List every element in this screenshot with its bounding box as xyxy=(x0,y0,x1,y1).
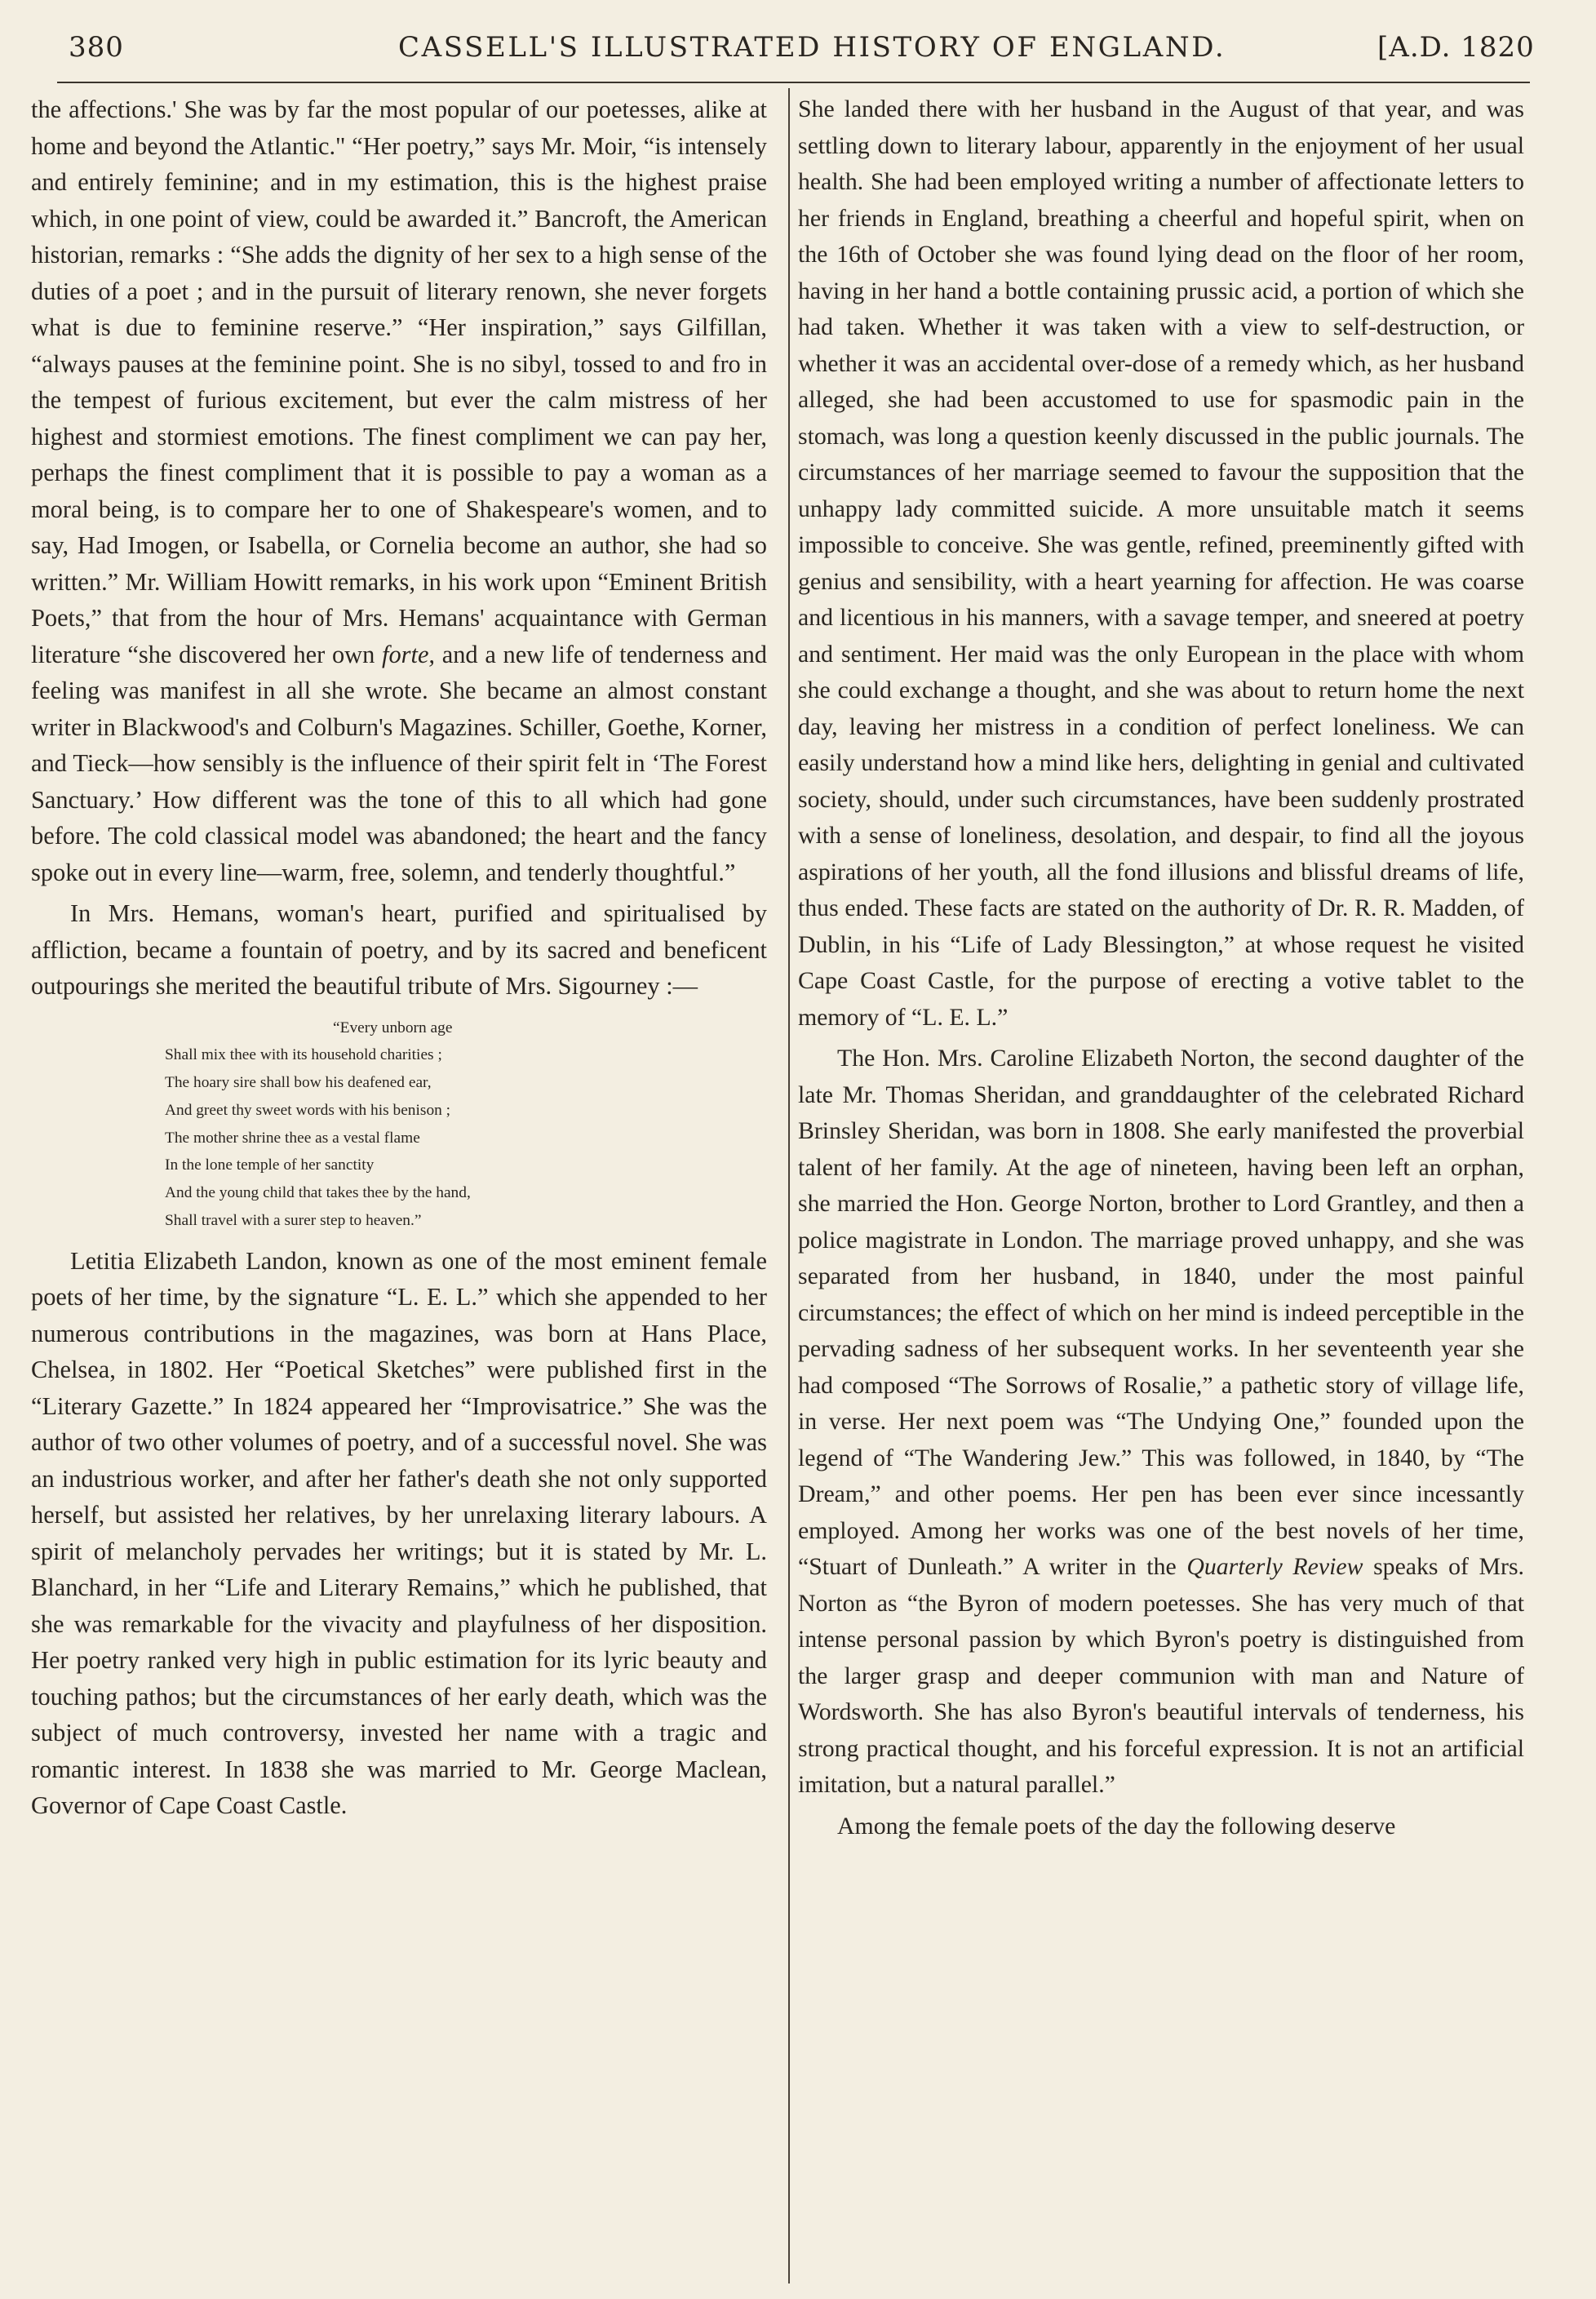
italic-text: forte, xyxy=(382,640,436,668)
poem-line: “Every unborn age xyxy=(333,1019,453,1036)
poem-line: Shall travel with a surer step to heaven.” xyxy=(165,1212,422,1230)
poem-line: And the young child that takes thee by the hand, xyxy=(165,1184,471,1202)
running-title: CASSELL'S ILLUSTRATED HISTORY OF ENGLAND. xyxy=(398,31,1226,64)
poem-line: Shall mix thee with its household charities ; xyxy=(165,1046,442,1064)
page-number: 380 xyxy=(69,31,124,64)
paragraph-text: and a new life of tenderness and feeling was manifest in all she wrote. She became an almost constant writer in Blackwood's and Colburn's Magazines. Schiller, Goethe, Korner, and Tieck—how sensibly is the influence of their spirit felt in ‘The Forest Sanctuary.’ How different was the tone of this to all which had gone before. The cold classical model was abandoned; the heart and the fancy spoke out in every line—warm, free, solemn, and tenderly thoughtful.” xyxy=(31,640,767,886)
paragraph-text: The Hon. Mrs. Caroline Elizabeth Norton, the second daughter of the late Mr. Thomas Sheridan, and granddaughter of the celebrated Richard Brinsley Sheridan, was born in 1808. She early manifested the proverbial talent of her family. At the age of nineteen, having been left an orphan, she married the Hon. George Norton, brother to Lord Grantley, and then a police magistrate in London. The marriage proved unhappy, and she was separated from her husband, in 1840, under the most painful circumstances; the effect of which on her mind is indeed perceptible in the pervading sadness of her subsequent works. In her seventeenth year she had composed “The Sorrows of Rosalie,” a pathetic story of village life, in verse. Her next poem was “The Undying One,” founded upon the legend of “The Wandering Jew.” This was followed, in 1840, by “The Dream,” and other poems. Her pen has been ever since incessantly employed. Among her works was one of the best novels of her time, “Stuart of Dunleath.” A writer in the xyxy=(798,1045,1524,1580)
italic-text: Quarterly Review xyxy=(1186,1553,1363,1580)
poem-line: The mother shrine thee as a vestal flame xyxy=(165,1129,420,1147)
poem-line: The hoary sire shall bow his deafened ear, xyxy=(165,1074,432,1092)
column-divider xyxy=(788,88,790,2283)
poem-line: In the lone temple of her sanctity xyxy=(165,1156,375,1174)
right-column xyxy=(798,91,1524,2287)
paragraph-text: speaks of Mrs. Norton as “the Byron of modern poetesses. She has very much of that intense personal passion by which Byron's poetry is distinguished from the larger grasp and deeper communion with man and Nature of Wordsworth. She has also Byron's beautiful intervals of tenderness, his strong practical thought, and his forceful expression. It is not an artificial imitation, but a natural parallel.” xyxy=(798,1553,1524,1798)
page-header xyxy=(0,0,1596,91)
paragraph: She landed there with her husband in the August of that year, and was settling down to literary labour, apparently in the enjoyment of her usual health. She had been employed writing a number of affectionate letters to her friends in England, breathing a cheerful and hopeful spirit, when on the 16th of October she was found lying dead on the floor of her room, having in her hand a bottle containing prussic acid, a portion of which she had taken. Whether it was taken with a view to self-destruction, or whether it was an accidental over-dose of a remedy which, as her husband alleged, she had been accustomed to use for spasmodic pain in the stomach, was long a question keenly discussed in the public journals. The circumstances of her marriage seemed to favour the supposition that the unhappy lady committed suicide. A more unsuitable match it seems impossible to conceive. She was gentle, refined, preeminently gifted with genius and sensibility, with a heart yearning for affection. He was coarse and licentious in his manners, with a savage temper, and sneered at poetry and sentiment. Her maid was the only European in the place with whom she could exchange a thought, and she was about to return home the next day, leaving her mistress in a condition of perfect loneliness. We can easily understand how a mind like hers, delighting in genial and cultivated society, should, under such circumstances, have been suddenly prostrated with a sense of loneliness, desolation, and despair, to find all the joyous aspirations of her youth, all the fond illusions and blissful dreams of life, thus ended. These facts are stated on the authority of Dr. R. R. Madden, of Dublin, in his “Life of Lady Blessington,” at whose request he visited Cape Coast Castle, for the purpose of erecting a votive tablet to the memory of “L. E. L.” xyxy=(798,95,1524,1031)
running-year: [A.D. 1820 xyxy=(1377,31,1535,64)
paragraph: Letitia Elizabeth Landon, known as one of the most eminent female poets of her time, by the signature “L. E. L.” which she appended to her numerous contributions in the magazines, was born at Hans Place, Chelsea, in 1802. Her “Poetical Sketches” were published first in the “Literary Gazette.” In 1824 appeared her “Improvisatrice.” She was the author of two other volumes of poetry, and of a successful novel. She was an industrious worker, and after her father's death she not only supported herself, but assisted her relatives, by her unrelaxing literary labours. A spirit of melancholy pervades her writings; but it is stated by Mr. L. Blanchard, in her “Life and Literary Remains,” which he published, that she was remarkable for the vivacity and playfulness of her disposition. Her poetry ranked very high in public estimation for its lyric beauty and touching pathos; but the circumstances of her early death, which was the subject of much controversy, invested her name with a tragic and romantic interest. In 1838 she was married to Mr. George Maclean, Governor of Cape Coast Castle. xyxy=(31,1246,767,1820)
paragraph xyxy=(31,91,767,890)
paragraph: Among the female poets of the day the following deserve xyxy=(837,1812,1396,1840)
header-rule xyxy=(57,82,1530,83)
poem-quote xyxy=(31,1014,767,1235)
poem-line: And greet thy sweet words with his benison ; xyxy=(165,1101,451,1119)
paragraph-text: the affections.' She was by far the most popular of our poetesses, alike at home and beyond the Atlantic." “Her poetry,” says Mr. Moir, “is intensely and entirely feminine; and in my estimation, this is the highest praise which, in one point of view, could be awarded it.” Bancroft, the American historian, remarks : “She adds the dignity of her sex to a high sense of the duties of a poet ; and in the pursuit of literary renown, she never forgets what is due to feminine reserve.” “Her inspiration,” says Gilfillan, “always pauses at the feminine point. She is no sibyl, tossed to and fro in the tempest of furious excitement, but ever the calm mistress of her highest and stormiest emotions. The finest compliment we can pay her, perhaps the finest compliment that it is possible to pay a woman as a moral being, is to compare her to one of Shakespeare's women, and to say, Had Imogen, or Isabella, or Cornelia become an author, she had so written.” Mr. William Howitt remarks, in his work upon “Eminent British Poets,” that from the hour of Mrs. Hemans' acquaintance with German literature “she discovered her own xyxy=(31,95,767,668)
left-column xyxy=(31,91,767,2287)
paragraph xyxy=(798,1041,1524,1804)
paragraph: In Mrs. Hemans, woman's heart, purified and spiritualised by affliction, became a fountain of poetry, and by its sacred and beneficent outpourings she merited the beautiful tribute of Mrs. Sigourney :— xyxy=(31,899,767,1000)
